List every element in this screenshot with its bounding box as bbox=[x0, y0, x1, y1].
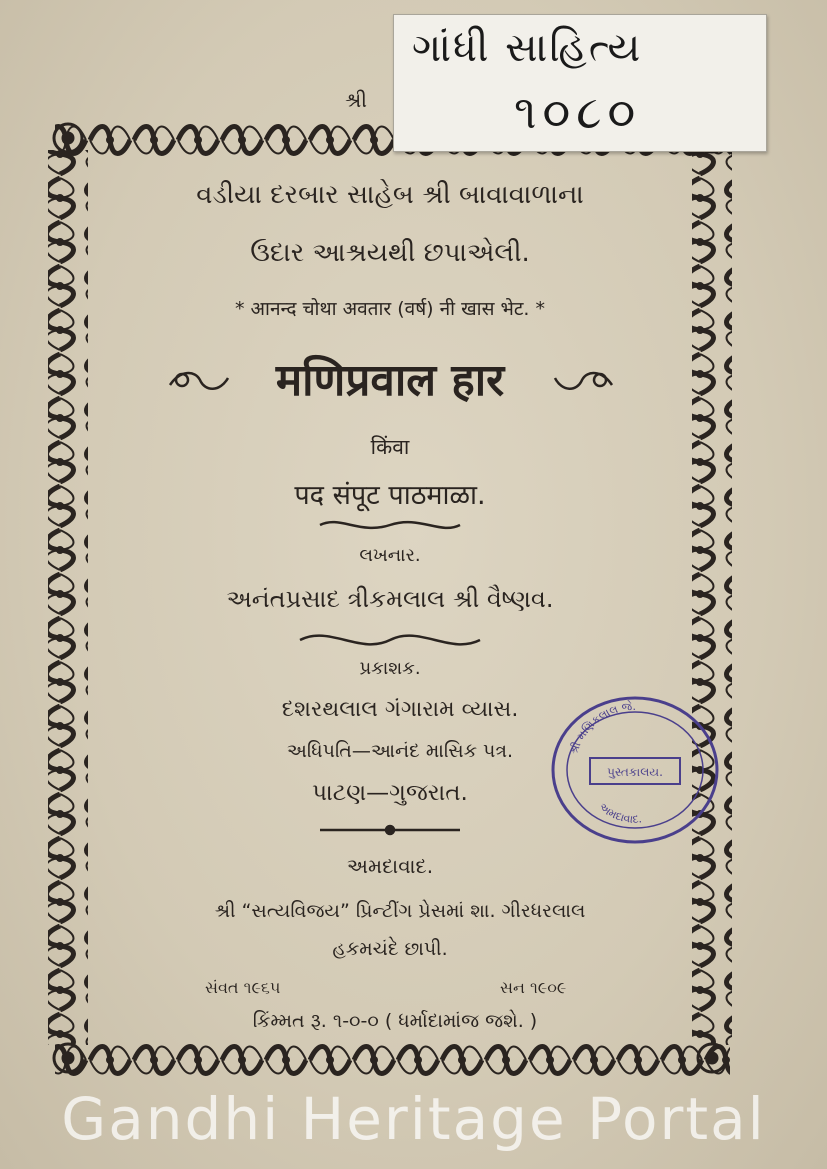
catalog-label-card bbox=[393, 14, 767, 152]
border-right bbox=[692, 150, 732, 1045]
publisher-name: દશરથલાલ ગંગારામ વ્યાસ. bbox=[281, 697, 519, 722]
publisher-label: પ્રકાશક. bbox=[359, 658, 421, 679]
author-name: અનંતપ્રસાદ ત્રીકમલાલ શ્રી વૈષ્ણવ. bbox=[226, 585, 554, 613]
price-line: કિંમ્મત રૂ. ૧-૦-૦ ( ધર્માદામાંજ જશે. ) bbox=[252, 1010, 538, 1032]
book-title: मणिप्रवाल हार bbox=[275, 355, 505, 406]
author-label: લખનાર. bbox=[359, 545, 421, 566]
watermark: Gandhi Heritage Portal bbox=[61, 1085, 766, 1153]
patron-line-2: ઉદાર આશ્રયથી છપાએલી. bbox=[250, 238, 530, 268]
divider-1 bbox=[320, 522, 460, 528]
patron-line: વડીયા દરબાર સાહેબ શ્રી બાવાવાળાના bbox=[196, 180, 584, 210]
label-catalog-number: ૧૦૮૦ bbox=[514, 85, 642, 139]
divider-2 bbox=[300, 636, 480, 645]
publisher-place: પાટણ—ગુજરાત. bbox=[312, 780, 468, 806]
press-line-2: હકમચંદે છાપી. bbox=[332, 938, 448, 960]
svg-text:શ્રી મણિકલાલ જે. bbox=[567, 700, 636, 756]
border-left bbox=[48, 150, 88, 1045]
gift-note: * आनन्द चोथा अवतार (वर्ष) नी खास भेट. * bbox=[234, 298, 545, 320]
library-stamp bbox=[545, 690, 725, 850]
stamp-bottom-text: અમદાવાદ. bbox=[596, 800, 643, 826]
san-year: સન ૧૯૦૯ bbox=[500, 978, 567, 997]
print-city: અમદાવાદ. bbox=[346, 854, 434, 878]
stamp-top-text: શ્રી મણિકલાલ જે. bbox=[567, 699, 637, 757]
press-line-1: શ્રી “સત્યવિજય” પ્રિન્ટીંગ પ્રેસમાં શા. ગીરધરલાલ bbox=[214, 900, 586, 922]
samvat-year: સંવત ૧૯૬૫ bbox=[205, 978, 281, 997]
top-fragment-text: શ્રી bbox=[345, 88, 368, 112]
border-bottom bbox=[55, 1038, 730, 1078]
publisher-role: અધિપતિ—આનંદ માસિક પત્ર. bbox=[286, 740, 514, 762]
stamp-center-text: પુસ્તકાલય. bbox=[607, 765, 663, 779]
or-text: किंवा bbox=[370, 435, 410, 459]
label-collection-name: ગાંધી સાહિત્ય bbox=[412, 25, 643, 71]
book-subtitle: पद संपूट पाठमाळा. bbox=[294, 480, 486, 511]
